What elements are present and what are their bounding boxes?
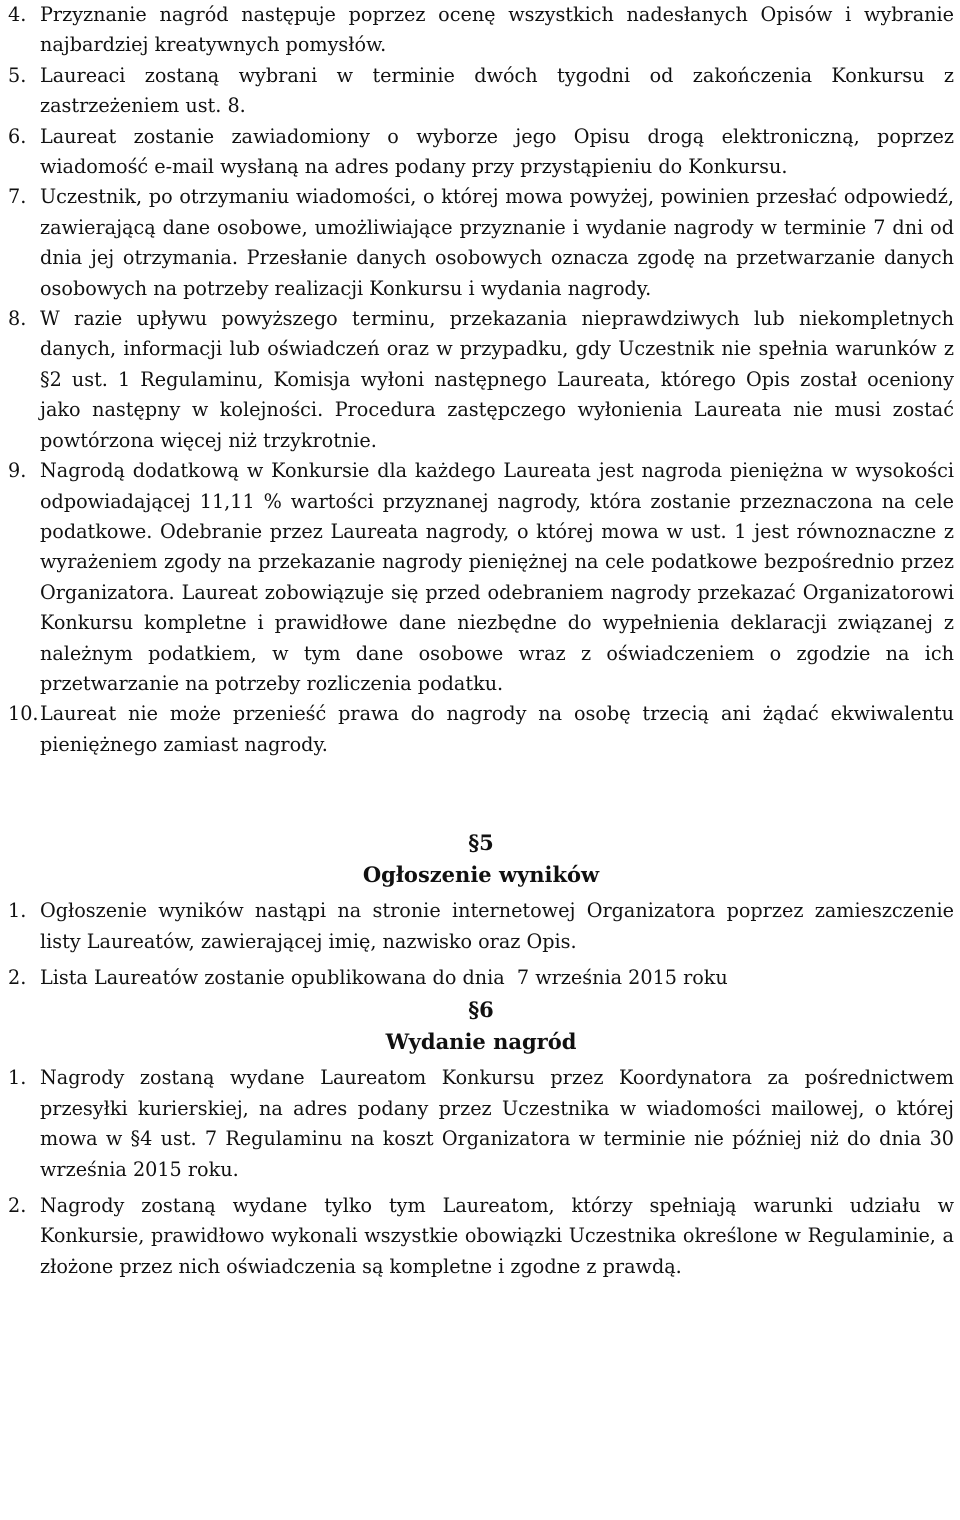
section-5 (8, 828, 954, 993)
list-item (8, 699, 954, 760)
list-item-text: Ogłoszenie wyników nastąpi na stronie internetowej Organizatora poprzez zamieszczenie listy Laureatów, zawierającej imię, nazwisko oraz Opis. (40, 899, 954, 953)
list-item-number: 4. (8, 3, 27, 26)
list-item-number: 2. (8, 1194, 27, 1217)
list-item-text: Lista Laureatów zostanie opublikowana do dnia 7 września 2015 roku (40, 965, 728, 989)
list-item-text: Przyznanie nagród następuje poprzez ocenę wszystkich nadesłanych Opisów i wybranie najbardziej kreatywnych pomysłów. (40, 3, 954, 57)
list-item (8, 182, 954, 304)
list-item (8, 0, 954, 61)
list-item-number: 8. (8, 307, 27, 331)
section-title: Wydanie nagród (385, 1029, 577, 1055)
list-item-number: 6. (8, 124, 27, 148)
list-item-text: Laureat zostanie zawiadomiony o wyborze jego Opisu drogą elektroniczną, poprzez wiadomość e-mail wysłaną na adres podany przy przystąpieniu do Konkursu. (40, 124, 954, 179)
list-item (8, 304, 954, 456)
list-item-number: 1. (8, 899, 27, 923)
list-item-number: 10. (8, 702, 39, 726)
list-item-number: 5. (8, 63, 27, 87)
list-item (8, 61, 954, 122)
list-item-text: Nagrodą dodatkową w Konkursie dla każdego Laureata jest nagroda pieniężna w wysokości odpowiadającej 11,11 % wartości przyznanej nagrody, która zostanie przeznaczona na cele podatkowe. Odebranie przez Laureata nagrody, o której mowa w ust. 1 jest równoznaczne z wyrażeniem zgody na przekazanie nagrody pieniężnej na cele podatkowe bezpośrednio przez Organizatora. Laureat zobowiązuje się przed odebraniem nagrody przekazać Organizatorowi Konkursu kompletne i prawidłowe dane niezbędne do wypełnienia deklaracji związanej z należnym podatkiem, w tym dane osobowe wraz z oświadczeniem o zgodzie na ich przetwarzanie na potrzeby rozliczenia podatku. (40, 459, 954, 695)
list-item-text: W razie upływu powyższego terminu, przekazania nieprawdziwych lub niekompletnych danych, informacji lub oświadczeń oraz w przypadku, gdy Uczestnik nie spełnia warunków z §2 ust. 1 Regulaminu, Komisja wyłoni następnego Laureata, którego Opis został oceniony jako następny w kolejności. Procedura zastępczego wyłonienia Laureata nie musi zostać powtórzona więcej niż trzykrotnie. (40, 307, 954, 452)
list-item (8, 896, 954, 957)
list-item-number: 9. (8, 459, 27, 483)
list-item (8, 1191, 954, 1282)
list-item (8, 456, 954, 699)
section-number: §6 (468, 997, 494, 1023)
list-item-number: 1. (8, 1066, 27, 1090)
list-item (8, 1063, 954, 1185)
list-item-text: Nagrody zostaną wydane Laureatom Konkursu przez Koordynatora za pośrednictwem przesyłki kurierskiej, na adres podany przez Uczestnika w wiadomości mailowej, o której mowa w §4 ust. 7 Regulaminu na koszt Organizatora w terminie nie później niż do dnia 30 września 2015 roku. (40, 1066, 954, 1181)
list-item-text: Uczestnik, po otrzymaniu wiadomości, o której mowa powyżej, powinien przesłać odpowiedź, zawierającą dane osobowe, umożliwiające przyznanie i wydanie nagrody w terminie 7 dni od dnia jej otrzymania. Przesłanie danych osobowych oznacza zgodę na przetwarzanie danych osobowych na potrzeby realizacji Konkursu i wydania nagrody. (40, 185, 954, 300)
list-item-text: Laureaci zostaną wybrani w terminie dwóch tygodni od zakończenia Konkursu z zastrzeżeniem ust. 8. (40, 63, 954, 118)
list-item (8, 122, 954, 183)
rules-list-continued (8, 0, 954, 760)
list-item-number: 2. (8, 965, 27, 989)
list-item-text: Laureat nie może przenieść prawa do nagrody na osobę trzecią ani żądać ekwiwalentu pieniężnego zamiast nagrody. (40, 702, 954, 756)
list-item-number: 7. (8, 185, 27, 209)
section-title: Ogłoszenie wyników (362, 862, 600, 888)
list-item (8, 963, 954, 993)
list-item-text: Nagrody zostaną wydane tylko tym Laureatom, którzy spełniają warunki udziału w Konkursie, prawidłowo wykonali wszystkie obowiązki Uczestnika określone w Regulaminie, a złożone przez nich oświadczenia są kompletne i zgodne z prawdą. (40, 1194, 954, 1278)
section-6 (8, 995, 954, 1282)
section-number: §5 (468, 830, 494, 856)
